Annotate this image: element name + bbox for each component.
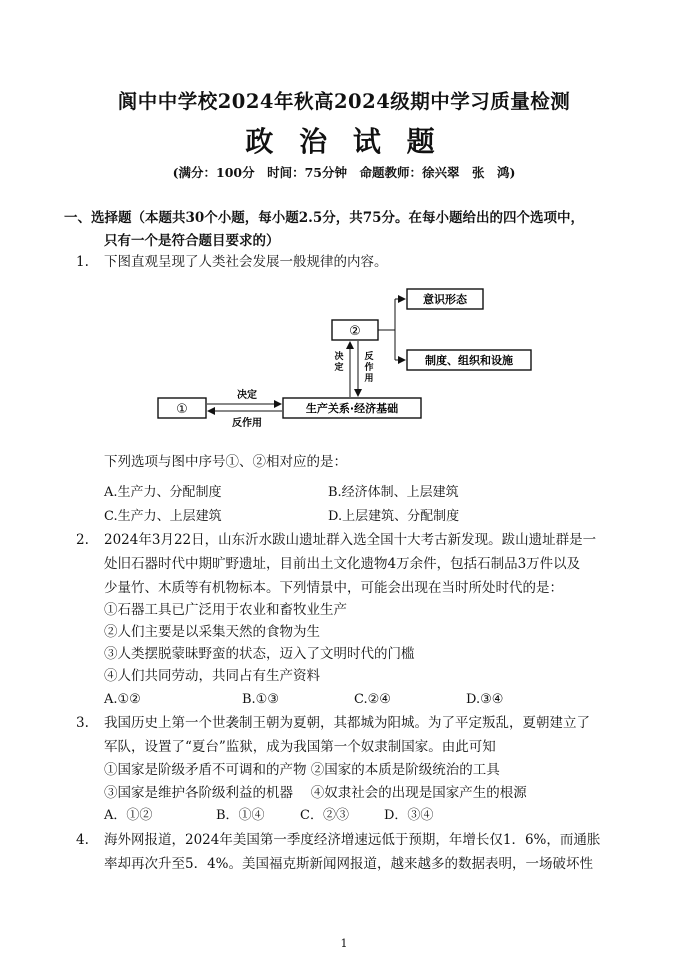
question-line: 海外网报道，2024年美国第一季度经济增速远低于预期，年增长仅1．6%，而通胀 <box>104 832 601 848</box>
social-structure-diagram <box>150 285 540 435</box>
base-box-label: 生产关系·经济基础 <box>305 402 399 415</box>
option-a[interactable]: A.①② <box>104 692 141 707</box>
reacts-label-v-1: 反 <box>364 352 374 362</box>
question-line: 率却再次升至5．4%。美国福克斯新闻网报道，越来越多的数据表明，一场破坏性 <box>104 856 594 872</box>
decides-label-v-1: 决 <box>334 352 344 362</box>
option-b[interactable]: B．①④ <box>216 808 265 823</box>
question-line: 2024年3月22日，山东沂水跋山遗址群入选全国十大考古新发现。跋山遗址群是一 <box>104 532 597 548</box>
option-d[interactable]: D．③④ <box>384 808 434 823</box>
ideology-label: 意识形态 <box>423 293 467 306</box>
institutions-label: 制度、组织和设施 <box>425 354 513 367</box>
option-d[interactable]: D.③④ <box>466 692 504 707</box>
box-2-label: ② <box>349 324 361 339</box>
section-heading-line1: 一、选择题（本题共30个小题，每小题2.5分，共75分。在每小题给出的四个选项中， <box>64 210 585 226</box>
exam-info: (满分：100分 时间：75分钟 命题教师：徐兴翠 张 鸿) <box>172 165 516 180</box>
question-number: 4. <box>76 832 89 848</box>
question-number: 2. <box>76 532 89 548</box>
reacts-label-v-2: 作 <box>364 363 374 373</box>
question-line: 军队，设置了“夏台”监狱，成为我国第一个奴隶制国家。由此可知 <box>104 739 496 755</box>
question-line: 我国历史上第一个世袭制王朝为夏朝，其都城为阳城。为了平定叛乱，夏朝建立了 <box>104 715 590 731</box>
statement-item: ③人类摆脱蒙昧野蛮的状态，迈入了文明时代的门槛 <box>104 646 415 662</box>
option-c[interactable]: C．②③ <box>300 808 349 823</box>
statement-item: ①石器工具已广泛用于农业和畜牧业生产 <box>104 602 347 618</box>
option-b[interactable]: B.经济体制、上层建筑 <box>328 485 459 500</box>
statement-item: ④人们共同劳动，共同占有生产资料 <box>104 668 320 684</box>
question-number: 3. <box>76 715 89 731</box>
option-a[interactable]: A.生产力、分配制度 <box>104 485 222 500</box>
subject-title: 政 治 试 题 <box>245 125 443 158</box>
reacts-label-h: 反作用 <box>232 418 262 429</box>
option-d[interactable]: D.上层建筑、分配制度 <box>328 509 460 524</box>
box-1-label: ① <box>176 402 188 417</box>
decides-label-h: 决定 <box>237 390 257 401</box>
option-b[interactable]: B.①③ <box>242 692 279 707</box>
option-c[interactable]: C.②④ <box>354 692 391 707</box>
statement-item: ①国家是阶级矛盾不可调和的产物 ②国家的本质是阶级统治的工具 <box>104 762 500 778</box>
exam-title: 阆中中学校2024年秋高2024级期中学习质量检测 <box>117 90 571 113</box>
reacts-label-v-3: 用 <box>364 374 374 384</box>
section-heading <box>64 207 624 253</box>
page-number: 1 <box>340 937 348 950</box>
statement-item: ③国家是维护各阶级利益的机器 ④奴隶社会的出现是国家产生的根源 <box>104 785 527 801</box>
question-line: 处旧石器时代中期旷野遗址，目前出土文化遗物4万余件，包括石制品3万件以及 <box>104 556 581 572</box>
question-stem: 下图直观呈现了人类社会发展一般规律的内容。 <box>104 254 388 270</box>
statement-item: ②人们主要是以采集天然的食物为生 <box>104 624 320 640</box>
question-prompt: 下列选项与图中序号①、②相对应的是： <box>104 454 347 470</box>
option-a[interactable]: A．①② <box>104 808 153 823</box>
decides-label-v-2: 定 <box>334 363 344 373</box>
section-heading-line2: 只有一个是符合题目要求的） <box>104 233 280 249</box>
question-number: 1. <box>76 254 89 270</box>
option-c[interactable]: C.生产力、上层建筑 <box>104 509 222 524</box>
question-line: 少量竹、木质等有机物标本。下列情景中，可能会出现在当时所处时代的是： <box>104 580 563 596</box>
